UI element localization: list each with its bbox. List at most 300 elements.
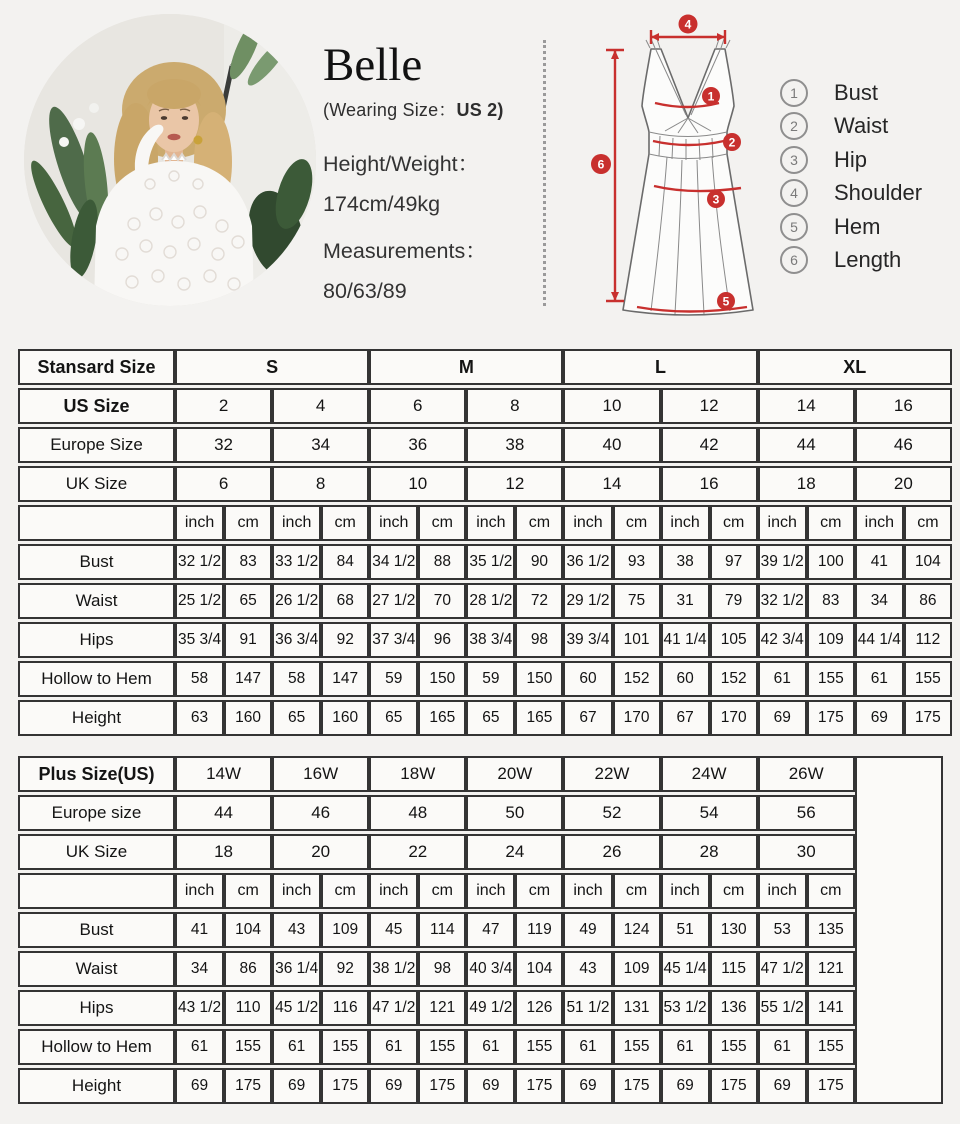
measure-cell: 109 bbox=[807, 622, 855, 658]
marker-hip: 3 bbox=[712, 192, 720, 207]
table-row bbox=[18, 1068, 943, 1104]
measure-cell: 69 bbox=[175, 1068, 224, 1104]
unit-cell: cm bbox=[418, 505, 466, 541]
measure-cell: 49 bbox=[563, 912, 612, 948]
measure-cell: 34 bbox=[855, 583, 904, 619]
unit-cell: inch bbox=[563, 873, 612, 909]
measure-cell: 38 3/4 bbox=[466, 622, 515, 658]
measure-cell: 32 1/2 bbox=[175, 544, 224, 580]
measure-cell: 155 bbox=[321, 1029, 369, 1065]
plus-size-header: 14W bbox=[175, 756, 272, 792]
measure-cell: 150 bbox=[515, 661, 563, 697]
model-photo-illustration bbox=[24, 14, 316, 306]
measure-cell: 27 1/2 bbox=[369, 583, 418, 619]
measure-cell: 35 3/4 bbox=[175, 622, 224, 658]
measure-cell: 69 bbox=[758, 700, 807, 736]
measure-cell: 109 bbox=[613, 951, 661, 987]
size-value-cell: 54 bbox=[661, 795, 758, 831]
size-value-cell: 8 bbox=[466, 388, 563, 424]
table-row bbox=[18, 873, 943, 909]
table-row bbox=[18, 544, 952, 580]
size-value-cell: 4 bbox=[272, 388, 369, 424]
measure-cell: 136 bbox=[710, 990, 758, 1026]
size-value-cell: 24 bbox=[466, 834, 563, 870]
measure-cell: 98 bbox=[515, 622, 563, 658]
measure-cell: 90 bbox=[515, 544, 563, 580]
measure-cell: 51 bbox=[661, 912, 710, 948]
measure-cell: 70 bbox=[418, 583, 466, 619]
measure-cell: 100 bbox=[807, 544, 855, 580]
measure-cell: 59 bbox=[466, 661, 515, 697]
row-label: US Size bbox=[18, 388, 175, 424]
size-value-cell: 18 bbox=[175, 834, 272, 870]
size-group-header: L bbox=[563, 349, 757, 385]
size-value-cell: 26 bbox=[563, 834, 660, 870]
size-value-cell: 8 bbox=[272, 466, 369, 502]
table-row bbox=[18, 990, 943, 1026]
measure-cell: 147 bbox=[321, 661, 369, 697]
measure-cell: 58 bbox=[272, 661, 321, 697]
measure-cell: 61 bbox=[661, 1029, 710, 1065]
measure-cell: 45 1/4 bbox=[661, 951, 710, 987]
standard-size-table bbox=[18, 346, 952, 739]
unit-cell: inch bbox=[369, 505, 418, 541]
row-label: Bust bbox=[18, 912, 175, 948]
row-label: Hollow to Hem bbox=[18, 661, 175, 697]
measure-cell: 47 1/2 bbox=[758, 951, 807, 987]
measure-cell: 175 bbox=[418, 1068, 466, 1104]
unit-cell: cm bbox=[515, 873, 563, 909]
unit-cell: cm bbox=[807, 505, 855, 541]
measure-cell: 79 bbox=[710, 583, 758, 619]
measure-cell: 75 bbox=[613, 583, 661, 619]
measure-cell: 175 bbox=[613, 1068, 661, 1104]
size-group-header: XL bbox=[758, 349, 952, 385]
marker-length: 6 bbox=[597, 157, 605, 172]
size-value-cell: 2 bbox=[175, 388, 272, 424]
size-value-cell: 20 bbox=[855, 466, 952, 502]
measure-cell: 141 bbox=[807, 990, 855, 1026]
measure-cell: 67 bbox=[563, 700, 612, 736]
measure-cell: 97 bbox=[710, 544, 758, 580]
dress-diagram bbox=[547, 4, 782, 316]
measure-cell: 53 1/2 bbox=[661, 990, 710, 1026]
measure-cell: 61 bbox=[369, 1029, 418, 1065]
measure-cell: 47 1/2 bbox=[369, 990, 418, 1026]
legend-num-circle: 6 bbox=[780, 246, 808, 274]
measure-cell: 83 bbox=[807, 583, 855, 619]
measure-cell: 86 bbox=[224, 951, 272, 987]
measure-cell: 38 1/2 bbox=[369, 951, 418, 987]
measure-cell: 42 3/4 bbox=[758, 622, 807, 658]
measure-cell: 92 bbox=[321, 951, 369, 987]
measure-cell: 41 1/4 bbox=[661, 622, 710, 658]
legend-item-hip bbox=[780, 143, 922, 177]
measure-cell: 43 bbox=[272, 912, 321, 948]
row-label: Height bbox=[18, 700, 175, 736]
plus-size-title: Plus Size(US) bbox=[18, 756, 175, 792]
size-value-cell: 36 bbox=[369, 427, 466, 463]
plus-size-header: 16W bbox=[272, 756, 369, 792]
table-row bbox=[18, 466, 952, 502]
measure-cell: 25 1/2 bbox=[175, 583, 224, 619]
unit-cell: inch bbox=[272, 505, 321, 541]
measure-cell: 105 bbox=[710, 622, 758, 658]
size-value-cell: 32 bbox=[175, 427, 272, 463]
measure-cell: 65 bbox=[272, 700, 321, 736]
row-label: Europe size bbox=[18, 795, 175, 831]
measure-cell: 59 bbox=[369, 661, 418, 697]
measure-cell: 160 bbox=[321, 700, 369, 736]
measure-cell: 34 bbox=[175, 951, 224, 987]
wearing-size bbox=[323, 96, 541, 122]
measure-cell: 119 bbox=[515, 912, 563, 948]
measure-cell: 175 bbox=[904, 700, 952, 736]
measure-cell: 61 bbox=[175, 1029, 224, 1065]
row-label: Bust bbox=[18, 544, 175, 580]
empty-label-cell bbox=[18, 505, 175, 541]
size-value-cell: 10 bbox=[563, 388, 660, 424]
measure-cell: 175 bbox=[515, 1068, 563, 1104]
measure-cell: 45 bbox=[369, 912, 418, 948]
measure-cell: 69 bbox=[369, 1068, 418, 1104]
measure-cell: 53 bbox=[758, 912, 807, 948]
unit-cell: cm bbox=[807, 873, 855, 909]
unit-cell: cm bbox=[321, 873, 369, 909]
table-row bbox=[18, 622, 952, 658]
measure-cell: 104 bbox=[904, 544, 952, 580]
unit-cell: cm bbox=[710, 505, 758, 541]
measurements-label: Measurements： bbox=[323, 238, 487, 263]
legend-label: Hem bbox=[834, 213, 881, 239]
model-name: Belle bbox=[323, 39, 423, 91]
measure-cell: 150 bbox=[418, 661, 466, 697]
measure-cell: 155 bbox=[418, 1029, 466, 1065]
size-value-cell: 14 bbox=[563, 466, 660, 502]
measure-cell: 170 bbox=[710, 700, 758, 736]
measure-cell: 67 bbox=[661, 700, 710, 736]
unit-cell: inch bbox=[272, 873, 321, 909]
measure-cell: 152 bbox=[710, 661, 758, 697]
size-value-cell: 6 bbox=[369, 388, 466, 424]
legend-num-circle: 2 bbox=[780, 112, 808, 140]
legend-num-circle: 3 bbox=[780, 146, 808, 174]
marker-hem: 5 bbox=[722, 294, 730, 309]
measure-cell: 69 bbox=[758, 1068, 807, 1104]
measure-cell: 69 bbox=[563, 1068, 612, 1104]
measure-cell: 121 bbox=[807, 951, 855, 987]
table-row bbox=[18, 505, 952, 541]
measure-cell: 45 1/2 bbox=[272, 990, 321, 1026]
measure-cell: 101 bbox=[613, 622, 661, 658]
measure-cell: 65 bbox=[369, 700, 418, 736]
measure-cell: 61 bbox=[563, 1029, 612, 1065]
table-row bbox=[18, 951, 943, 987]
row-label: Hips bbox=[18, 622, 175, 658]
size-value-cell: 52 bbox=[563, 795, 660, 831]
size-value-cell: 44 bbox=[758, 427, 855, 463]
size-value-cell: 34 bbox=[272, 427, 369, 463]
size-value-cell: 10 bbox=[369, 466, 466, 502]
size-value-cell: 16 bbox=[661, 466, 758, 502]
size-value-cell: 28 bbox=[661, 834, 758, 870]
size-value-cell: 50 bbox=[466, 795, 563, 831]
wearing-size-prefix: (Wearing Size： bbox=[323, 99, 457, 120]
unit-cell: inch bbox=[661, 505, 710, 541]
size-value-cell: 48 bbox=[369, 795, 466, 831]
size-value-cell: 12 bbox=[466, 466, 563, 502]
table-row bbox=[18, 834, 943, 870]
unit-cell: cm bbox=[224, 505, 272, 541]
unit-cell: inch bbox=[175, 505, 224, 541]
unit-cell: inch bbox=[466, 505, 515, 541]
measure-cell: 91 bbox=[224, 622, 272, 658]
measure-cell: 41 bbox=[175, 912, 224, 948]
table-row bbox=[18, 795, 943, 831]
measure-cell: 69 bbox=[855, 700, 904, 736]
plus-size-header: 20W bbox=[466, 756, 563, 792]
measure-cell: 61 bbox=[272, 1029, 321, 1065]
measure-cell: 155 bbox=[904, 661, 952, 697]
table-row bbox=[18, 349, 952, 385]
unit-cell: cm bbox=[224, 873, 272, 909]
measure-cell: 121 bbox=[418, 990, 466, 1026]
size-group-header: S bbox=[175, 349, 369, 385]
size-value-cell: 46 bbox=[272, 795, 369, 831]
row-label: UK Size bbox=[18, 466, 175, 502]
measure-cell: 92 bbox=[321, 622, 369, 658]
measure-cell: 58 bbox=[175, 661, 224, 697]
measure-cell: 155 bbox=[807, 661, 855, 697]
measure-cell: 131 bbox=[613, 990, 661, 1026]
row-label: Europe Size bbox=[18, 427, 175, 463]
measure-cell: 93 bbox=[613, 544, 661, 580]
row-label: Height bbox=[18, 1068, 175, 1104]
measure-cell: 155 bbox=[710, 1029, 758, 1065]
measure-cell: 175 bbox=[710, 1068, 758, 1104]
measure-cell: 96 bbox=[418, 622, 466, 658]
measure-cell: 39 3/4 bbox=[563, 622, 612, 658]
measure-cell: 28 1/2 bbox=[466, 583, 515, 619]
table-row bbox=[18, 1029, 943, 1065]
measure-cell: 88 bbox=[418, 544, 466, 580]
measure-cell: 83 bbox=[224, 544, 272, 580]
measure-cell: 69 bbox=[272, 1068, 321, 1104]
measure-cell: 72 bbox=[515, 583, 563, 619]
measure-cell: 175 bbox=[321, 1068, 369, 1104]
plus-size-header: 26W bbox=[758, 756, 855, 792]
unit-cell: inch bbox=[369, 873, 418, 909]
measure-cell: 60 bbox=[563, 661, 612, 697]
marker-waist: 2 bbox=[728, 135, 736, 150]
measure-cell: 43 bbox=[563, 951, 612, 987]
measure-cell: 124 bbox=[613, 912, 661, 948]
plus-size-table bbox=[18, 753, 943, 1107]
unit-cell: inch bbox=[855, 505, 904, 541]
height-weight-label: Height/Weight： bbox=[323, 151, 480, 176]
measure-cell: 86 bbox=[904, 583, 952, 619]
table-row bbox=[18, 756, 943, 792]
measure-cell: 44 1/4 bbox=[855, 622, 904, 658]
model-photo bbox=[24, 14, 316, 306]
legend-item-length bbox=[780, 244, 922, 278]
measure-cell: 41 bbox=[855, 544, 904, 580]
measure-cell: 114 bbox=[418, 912, 466, 948]
row-label: UK Size bbox=[18, 834, 175, 870]
unit-cell: inch bbox=[175, 873, 224, 909]
dotted-divider bbox=[543, 40, 546, 306]
measure-cell: 68 bbox=[321, 583, 369, 619]
measure-cell: 112 bbox=[904, 622, 952, 658]
unit-cell: cm bbox=[418, 873, 466, 909]
size-value-cell: 46 bbox=[855, 427, 952, 463]
size-value-cell: 42 bbox=[661, 427, 758, 463]
size-value-cell: 30 bbox=[758, 834, 855, 870]
measure-cell: 175 bbox=[807, 1068, 855, 1104]
size-value-cell: 20 bbox=[272, 834, 369, 870]
legend-label: Shoulder bbox=[834, 180, 923, 206]
table-row bbox=[18, 700, 952, 736]
legend-num-circle: 5 bbox=[780, 213, 808, 241]
legend-label: Length bbox=[834, 247, 902, 273]
row-label: Hollow to Hem bbox=[18, 1029, 175, 1065]
size-value-cell: 18 bbox=[758, 466, 855, 502]
measure-cell: 175 bbox=[807, 700, 855, 736]
measure-cell: 69 bbox=[466, 1068, 515, 1104]
empty-right-cell bbox=[855, 756, 943, 1104]
measure-cell: 65 bbox=[466, 700, 515, 736]
measure-cell: 51 1/2 bbox=[563, 990, 612, 1026]
unit-cell: inch bbox=[661, 873, 710, 909]
measure-cell: 126 bbox=[515, 990, 563, 1026]
marker-shoulder: 4 bbox=[684, 17, 692, 32]
empty-label-cell bbox=[18, 873, 175, 909]
legend-label: Hip bbox=[834, 146, 868, 172]
unit-cell: cm bbox=[710, 873, 758, 909]
measure-cell: 60 bbox=[661, 661, 710, 697]
measure-cell: 36 3/4 bbox=[272, 622, 321, 658]
measure-cell: 61 bbox=[758, 661, 807, 697]
measure-cell: 109 bbox=[321, 912, 369, 948]
measure-cell: 152 bbox=[613, 661, 661, 697]
measure-cell: 135 bbox=[807, 912, 855, 948]
measure-cell: 39 1/2 bbox=[758, 544, 807, 580]
measure-cell: 115 bbox=[710, 951, 758, 987]
height-weight-value: 174cm/49kg bbox=[323, 191, 441, 216]
measure-cell: 61 bbox=[466, 1029, 515, 1065]
measure-cell: 61 bbox=[758, 1029, 807, 1065]
table-row bbox=[18, 583, 952, 619]
measure-cell: 160 bbox=[224, 700, 272, 736]
measurement-legend bbox=[780, 76, 922, 277]
legend-label: Bust bbox=[834, 79, 879, 105]
measure-cell: 32 1/2 bbox=[758, 583, 807, 619]
measure-cell: 155 bbox=[515, 1029, 563, 1065]
unit-cell: inch bbox=[563, 505, 612, 541]
measure-cell: 110 bbox=[224, 990, 272, 1026]
unit-cell: inch bbox=[466, 873, 515, 909]
measure-cell: 55 1/2 bbox=[758, 990, 807, 1026]
measure-cell: 147 bbox=[224, 661, 272, 697]
legend-label: Waist bbox=[834, 113, 889, 139]
measure-cell: 40 3/4 bbox=[466, 951, 515, 987]
measure-cell: 98 bbox=[418, 951, 466, 987]
measure-cell: 116 bbox=[321, 990, 369, 1026]
measure-cell: 36 1/4 bbox=[272, 951, 321, 987]
size-value-cell: 12 bbox=[661, 388, 758, 424]
size-value-cell: 16 bbox=[855, 388, 952, 424]
marker-bust: 1 bbox=[707, 89, 715, 104]
unit-cell: cm bbox=[515, 505, 563, 541]
measure-cell: 33 1/2 bbox=[272, 544, 321, 580]
legend-item-shoulder bbox=[780, 177, 922, 211]
measure-cell: 155 bbox=[224, 1029, 272, 1065]
measure-cell: 47 bbox=[466, 912, 515, 948]
measure-cell: 104 bbox=[224, 912, 272, 948]
wearing-size-value: US 2) bbox=[456, 99, 504, 120]
size-value-cell: 44 bbox=[175, 795, 272, 831]
measure-cell: 61 bbox=[855, 661, 904, 697]
measure-cell: 170 bbox=[613, 700, 661, 736]
legend-item-bust bbox=[780, 76, 922, 110]
model-info bbox=[323, 40, 541, 304]
standard-size-title: Stansard Size bbox=[18, 349, 175, 385]
unit-cell: cm bbox=[613, 873, 661, 909]
measure-cell: 63 bbox=[175, 700, 224, 736]
measure-cell: 36 1/2 bbox=[563, 544, 612, 580]
measure-cell: 104 bbox=[515, 951, 563, 987]
row-label: Hips bbox=[18, 990, 175, 1026]
legend-num-circle: 4 bbox=[780, 179, 808, 207]
measure-cell: 155 bbox=[807, 1029, 855, 1065]
plus-size-header: 24W bbox=[661, 756, 758, 792]
plus-size-header: 18W bbox=[369, 756, 466, 792]
unit-cell: cm bbox=[613, 505, 661, 541]
size-value-cell: 38 bbox=[466, 427, 563, 463]
measurements-value: 80/63/89 bbox=[323, 278, 407, 303]
plus-size-header: 22W bbox=[563, 756, 660, 792]
size-value-cell: 56 bbox=[758, 795, 855, 831]
row-label: Waist bbox=[18, 951, 175, 987]
measure-cell: 43 1/2 bbox=[175, 990, 224, 1026]
table-row bbox=[18, 427, 952, 463]
measure-cell: 155 bbox=[613, 1029, 661, 1065]
size-group-header: M bbox=[369, 349, 563, 385]
measure-cell: 26 1/2 bbox=[272, 583, 321, 619]
legend-item-waist bbox=[780, 110, 922, 144]
size-value-cell: 6 bbox=[175, 466, 272, 502]
measure-cell: 175 bbox=[224, 1068, 272, 1104]
legend-item-hem bbox=[780, 210, 922, 244]
measure-cell: 35 1/2 bbox=[466, 544, 515, 580]
measure-cell: 165 bbox=[418, 700, 466, 736]
size-value-cell: 14 bbox=[758, 388, 855, 424]
size-value-cell: 22 bbox=[369, 834, 466, 870]
measure-cell: 130 bbox=[710, 912, 758, 948]
measure-cell: 31 bbox=[661, 583, 710, 619]
unit-cell: cm bbox=[321, 505, 369, 541]
measure-cell: 165 bbox=[515, 700, 563, 736]
measure-cell: 49 1/2 bbox=[466, 990, 515, 1026]
legend-num-circle: 1 bbox=[780, 79, 808, 107]
row-label: Waist bbox=[18, 583, 175, 619]
unit-cell: inch bbox=[758, 505, 807, 541]
measure-cell: 29 1/2 bbox=[563, 583, 612, 619]
unit-cell: inch bbox=[758, 873, 807, 909]
size-value-cell: 40 bbox=[563, 427, 660, 463]
measure-cell: 69 bbox=[661, 1068, 710, 1104]
measure-cell: 84 bbox=[321, 544, 369, 580]
